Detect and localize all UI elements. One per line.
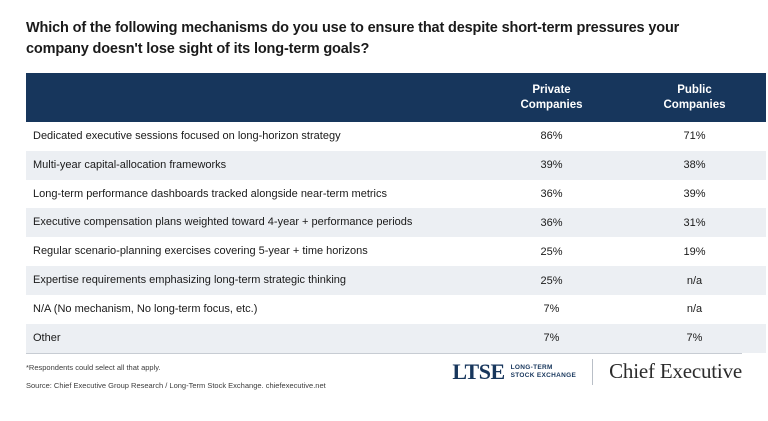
column-header-public-companies <box>623 73 766 122</box>
row-value-private: 7% <box>480 295 623 324</box>
chief-executive-logo: Chief Executive <box>609 359 742 384</box>
logo-divider <box>592 359 593 385</box>
table-row <box>26 151 766 180</box>
table-row <box>26 266 766 295</box>
row-label: Executive compensation plans weighted toward 4-year + performance periods <box>26 208 480 237</box>
row-value-private: 7% <box>480 324 623 353</box>
row-label: Multi-year capital-allocation frameworks <box>26 151 480 180</box>
ltse-logo <box>452 359 576 385</box>
column-header-private-line2: Companies <box>520 98 583 111</box>
row-value-private: 25% <box>480 237 623 266</box>
ltse-wordmark: LTSE <box>452 358 505 384</box>
row-label: N/A (No mechanism, No long-term focus, etc.) <box>26 295 480 324</box>
row-value-public: 7% <box>623 324 766 353</box>
column-header-private-companies <box>480 73 623 122</box>
table-row <box>26 180 766 209</box>
ltse-tagline-line1: LONG-TERM <box>510 363 553 371</box>
table-row <box>26 208 766 237</box>
table-row <box>26 122 766 151</box>
footnotes-area <box>26 358 742 421</box>
survey-results-table <box>26 73 766 353</box>
row-value-public: 39% <box>623 180 766 209</box>
row-label: Expertise requirements emphasizing long-term strategic thinking <box>26 266 480 295</box>
table-row <box>26 237 766 266</box>
column-header-public-line2: Companies <box>663 98 726 111</box>
table-header <box>26 73 766 122</box>
column-header-mechanism <box>26 73 480 122</box>
row-value-public: 19% <box>623 237 766 266</box>
table-row <box>26 295 766 324</box>
footnote-respondents: *Respondents could select all that apply. <box>26 362 161 372</box>
row-value-private: 25% <box>480 266 623 295</box>
column-header-private-line1: Private <box>532 84 571 97</box>
column-header-public-line1: Public <box>677 84 712 97</box>
logo-group <box>452 359 742 385</box>
row-label: Regular scenario-planning exercises covering 5-year + time horizons <box>26 237 480 266</box>
table-bottom-rule <box>26 353 742 354</box>
row-value-public: n/a <box>623 266 766 295</box>
row-value-public: 38% <box>623 151 766 180</box>
table-header-row <box>26 73 766 122</box>
row-value-private: 36% <box>480 208 623 237</box>
row-value-public: 31% <box>623 208 766 237</box>
ltse-tagline-line2: STOCK EXCHANGE <box>510 371 577 379</box>
row-value-public: 71% <box>623 122 766 151</box>
row-value-public: n/a <box>623 295 766 324</box>
row-label: Long-term performance dashboards tracked alongside near-term metrics <box>26 180 480 209</box>
row-value-private: 36% <box>480 180 623 209</box>
table-body <box>26 122 766 353</box>
row-label: Other <box>26 324 480 353</box>
page-title: Which of the following mechanisms do you use to ensure that despite short-term pressures your company doesn't lose sight of its long-term goals? <box>26 20 680 57</box>
table-row <box>26 324 766 353</box>
row-label: Dedicated executive sessions focused on long-horizon strategy <box>26 122 480 151</box>
ltse-tagline <box>511 364 576 380</box>
row-value-private: 86% <box>480 122 623 151</box>
row-value-private: 39% <box>480 151 623 180</box>
footnote-source: Source: Chief Executive Group Research / Long-Term Stock Exchange. chiefexecutive.net <box>26 380 326 390</box>
